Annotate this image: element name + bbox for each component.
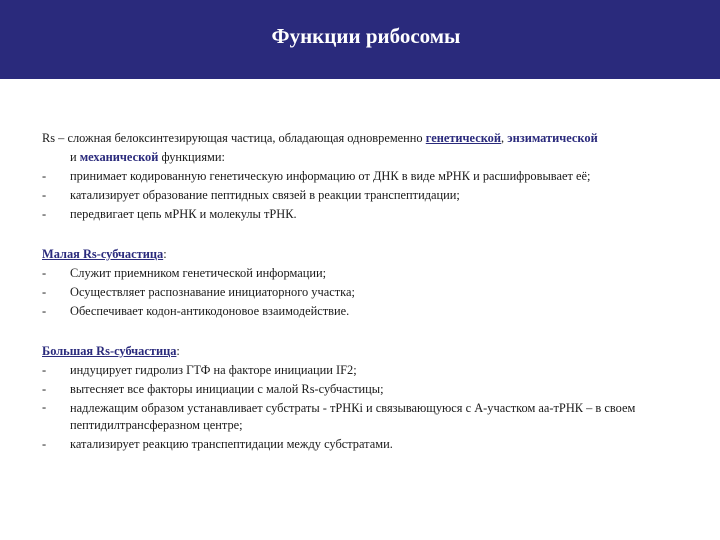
list-item: - катализирует образование пептидных связей в реакции транспептидации; [42,186,682,205]
small-subunit-title: Малая Rs-субчастица [42,247,164,261]
list-item: - вытесняет все факторы инициации с малой Rs-субчастицы; [42,380,682,399]
intro-sep2-word: и [70,150,80,164]
large-subunit-title: Большая Rs-субчастица [42,344,177,358]
intro-suffix: функциями: [158,150,225,164]
keyword-mechanical: механической [79,150,159,164]
large-subunit-list [42,361,682,454]
list-item: - Осуществляет распознавание инициаторного участка; [42,283,682,302]
small-subunit-list [42,264,682,321]
list-item: - принимает кодированную генетическую информацию от ДНК в виде мРНК и расшифровывает её; [42,167,682,186]
list-item: - надлежащим образом устанавливает субстраты - тРНКi и связывающуюся с А-участком аа-тРНК – в своем пептидилтрансферазном центре; [42,399,682,435]
intro-continuation [42,150,225,164]
keyword-enzymatic: энзиматической [507,131,598,145]
intro-sep1: , [501,131,508,145]
large-subunit-colon: : [176,344,180,358]
list-item: - передвигает цепь мРНК и молекулы тРНК. [42,205,682,224]
large-subunit-heading [42,342,682,361]
list-item: - катализирует реакцию транспептидации между субстратами. [42,435,682,454]
list-item: - Обеспечивает кодон-антикодоновое взаимодействие. [42,302,682,321]
slide-title: Функции рибосомы [271,24,461,48]
list-item: - Служит приемником генетической информации; [42,264,682,283]
slide-content [42,129,682,454]
keyword-genetic: генетической [425,131,502,145]
intro-paragraph [42,129,682,167]
small-subunit-heading [42,245,682,264]
intro-list [42,167,682,224]
intro-prefix: Rs – сложная белоксинтезирующая частица, обладающая одновременно [42,131,426,145]
list-item: - индуцирует гидролиз ГТФ на факторе инициации IF2; [42,361,682,380]
title-bar [0,0,720,79]
small-subunit-colon: : [163,247,167,261]
